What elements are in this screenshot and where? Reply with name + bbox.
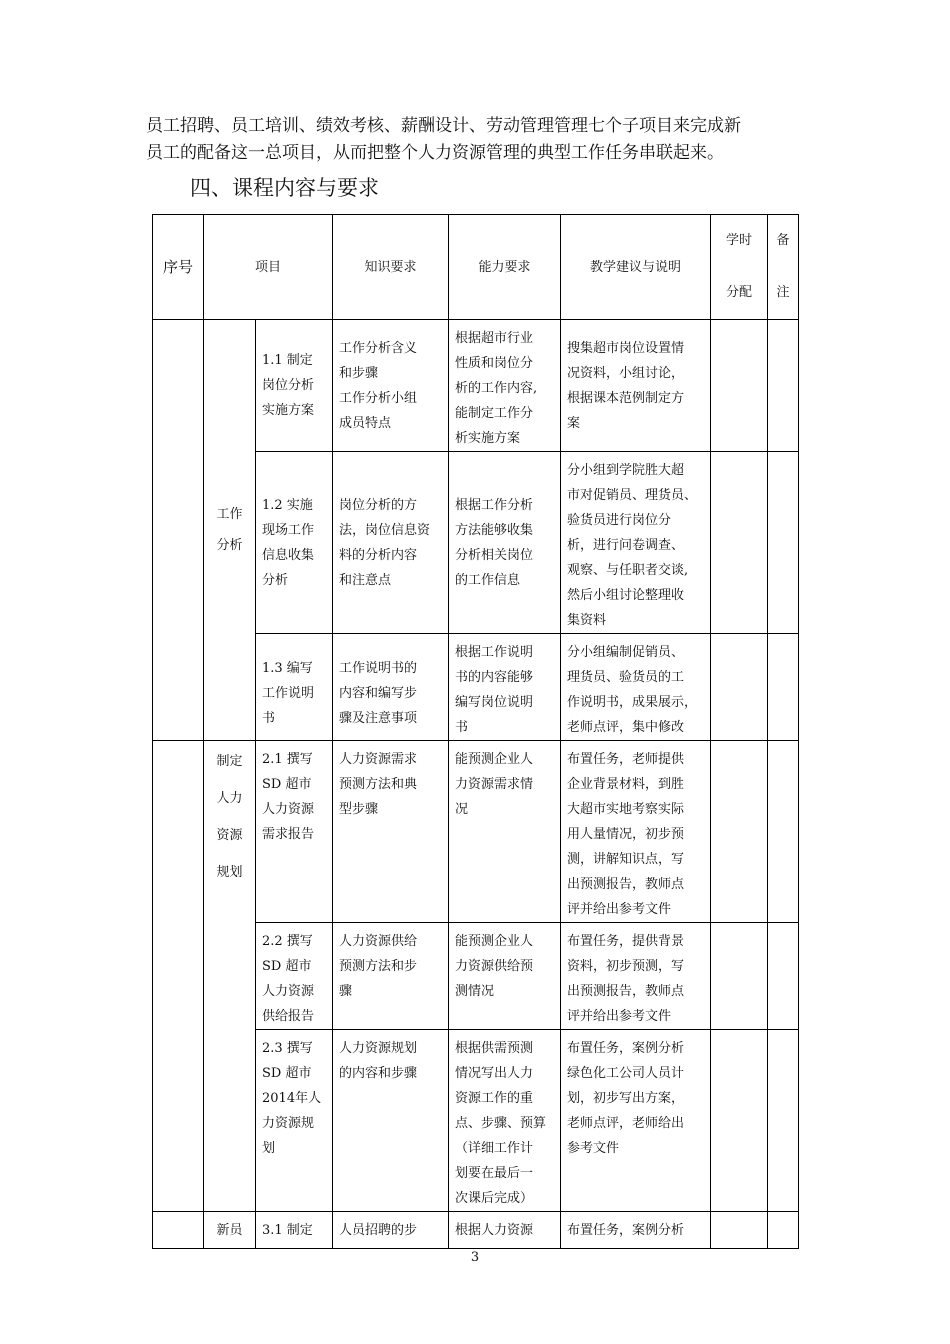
intro-paragraph [146,113,826,167]
note-cell [768,320,799,452]
teaching-cell: 分小组到学院胜大超 市对促销员、理货员、 验货员进行岗位分 析，进行问卷调查、 观察、与任职者交谈, 然后小组讨论整理收 集资料 [561,452,711,634]
knowledge-cell: 人力资源规划 的内容和步骤 [333,1030,449,1212]
note-cell [768,634,799,741]
teaching-cell: 分小组编制促销员、 理货员、验货员的工 作说明书，成果展示， 老师点评，集中修改 [561,634,711,741]
intro-line: 员工的配备这一总项目，从而把整个人力资源管理的典型工作任务串联起来。 [146,143,724,163]
header-teaching: 教学建议与说明 [561,215,711,320]
knowledge-cell: 人员招聘的步 [333,1212,449,1249]
project-cell: 2.2 撰写 SD 超市 人力资源 供给报告 [256,923,333,1030]
knowledge-cell: 工作说明书的 内容和编写步 骤及注意事项 [333,634,449,741]
ability-cell: 能预测企业人 力资源需求情 况 [449,741,561,923]
header-ability: 能力要求 [449,215,561,320]
course-content-table [152,214,799,1249]
hours-cell [711,1212,768,1249]
project-cell: 1.3 编写 工作说明 书 [256,634,333,741]
header-row [153,215,799,320]
note-cell [768,741,799,923]
teaching-cell: 搜集超市岗位设置情 况资料，小组讨论， 根据课本范例制定方 案 [561,320,711,452]
header-project: 项目 [204,215,333,320]
seq-cell [153,1212,204,1249]
knowledge-cell: 岗位分析的方 法，岗位信息资 料的分析内容 和注意点 [333,452,449,634]
ability-cell: 根据供需预测 情况写出人力 资源工作的重 点、步骤、预算 （详细工作计 划要在最后一 次课后完成） [449,1030,561,1212]
hours-cell [711,741,768,923]
teaching-cell: 布置任务，案例分析 [561,1212,711,1249]
note-cell [768,1212,799,1249]
teaching-cell: 布置任务，提供背景 资料，初步预测，写 出预测报告，教师点 评并给出参考文件 [561,923,711,1030]
knowledge-cell: 人力资源需求 预测方法和典 型步骤 [333,741,449,923]
header-hours: 学时 分配 [711,215,768,320]
knowledge-cell: 人力资源供给 预测方法和步 骤 [333,923,449,1030]
group-name-cell: 工作 分析 [204,320,256,741]
header-note: 备 注 [768,215,799,320]
ability-cell: 根据人力资源 [449,1212,561,1249]
page-number: 3 [470,1250,480,1265]
table-row [153,320,799,452]
knowledge-cell: 工作分析含义 和步骤 工作分析小组 成员特点 [333,320,449,452]
seq-cell [153,320,204,741]
teaching-cell: 布置任务，老师提供 企业背景材料，到胜 大超市实地考察实际 用人量情况，初步预 测，讲解知识点，写 出预测报告，教师点 评并给出参考文件 [561,741,711,923]
intro-line: 员工招聘、员工培训、绩效考核、薪酬设计、劳动管理管理七个子项目来完成新 [146,116,741,136]
header-knowledge: 知识要求 [333,215,449,320]
hours-cell [711,452,768,634]
table-row [153,1212,799,1249]
teaching-cell: 布置任务，案例分析 绿色化工公司人员计 划，初步写出方案， 老师点评，老师给出 参考文件 [561,1030,711,1212]
project-cell: 2.3 撰写 SD 超市 2014年人 力资源规 划 [256,1030,333,1212]
hours-cell [711,320,768,452]
hours-cell [711,1030,768,1212]
project-cell: 3.1 制定 [256,1212,333,1249]
ability-cell: 根据超市行业 性质和岗位分 析的工作内容, 能制定工作分 析实施方案 [449,320,561,452]
note-cell [768,1030,799,1212]
project-cell: 1.2 实施 现场工作 信息收集 分析 [256,452,333,634]
section-heading: 四、课程内容与要求 [190,176,379,200]
ability-cell: 能预测企业人 力资源供给预 测情况 [449,923,561,1030]
group-name-cell: 新员 [204,1212,256,1249]
note-cell [768,923,799,1030]
note-cell [768,452,799,634]
seq-cell [153,741,204,1212]
table-row [153,741,799,923]
hours-cell [711,634,768,741]
group-name-cell: 制定 人力 资源 规划 [204,741,256,1212]
hours-cell [711,923,768,1030]
project-cell: 2.1 撰写 SD 超市 人力资源 需求报告 [256,741,333,923]
ability-cell: 根据工作分析 方法能够收集 分析相关岗位 的工作信息 [449,452,561,634]
header-seq: 序号 [153,215,204,320]
project-cell: 1.1 制定 岗位分析 实施方案 [256,320,333,452]
ability-cell: 根据工作说明 书的内容能够 编写岗位说明 书 [449,634,561,741]
